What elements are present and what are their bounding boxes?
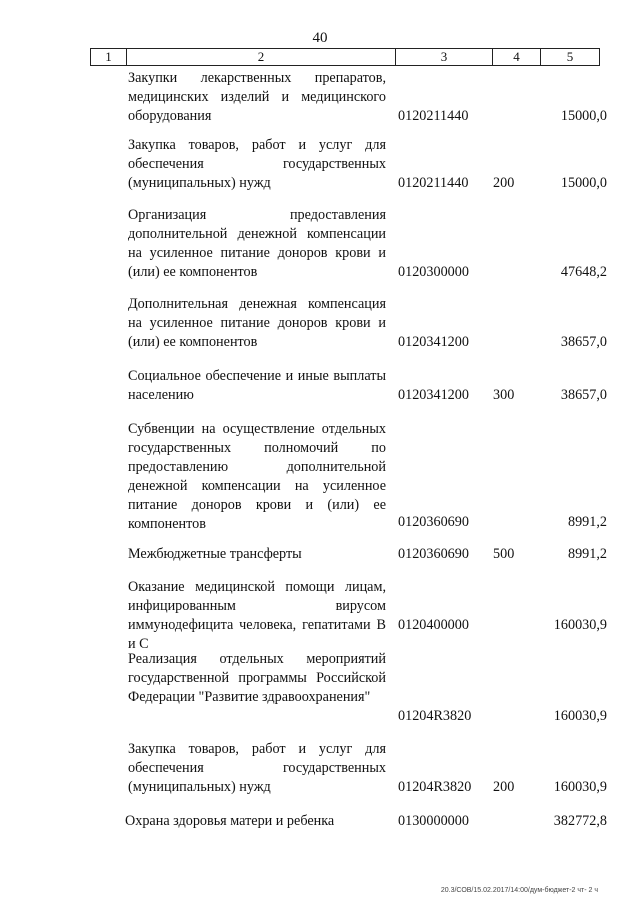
row-description: Закупка товаров, работ и услуг для обеспечения государственных (муниципальных) нужд	[128, 741, 386, 795]
document-footer-note: 20.3/СОВ/15.02.2017/14:00/дум-бюджет-2 чт- 2 ч	[440, 887, 598, 894]
column-header-4: 4	[493, 49, 541, 66]
row-target-code: 01204R3820	[398, 708, 472, 724]
row-description: Социальное обеспечение и иные выплаты населению	[128, 368, 386, 403]
row-amount: 382772,8	[553, 813, 607, 829]
row-target-code: 0120400000	[398, 617, 469, 633]
column-header-5: 5	[541, 49, 600, 66]
row-target-code: 0120360690	[398, 514, 469, 530]
row-expense-type: 200	[493, 779, 515, 795]
column-header-1: 1	[91, 49, 127, 66]
row-expense-type: 500	[493, 546, 515, 562]
row-amount: 38657,0	[560, 334, 607, 350]
row-amount: 8991,2	[567, 546, 607, 562]
row-amount: 15000,0	[560, 108, 607, 124]
row-amount: 47648,2	[560, 264, 607, 280]
row-amount: 15000,0	[560, 175, 607, 191]
row-target-code: 0120341200	[398, 334, 469, 350]
row-amount: 160030,9	[553, 779, 607, 795]
column-header-2: 2	[127, 49, 396, 66]
column-header-table	[90, 48, 600, 66]
row-target-code: 0120211440	[398, 108, 469, 124]
row-description: Дополнительная денежная компенсация на усиленное питание доноров крови и (или) ее компонентов	[128, 296, 386, 350]
row-target-code: 01204R3820	[398, 779, 472, 795]
row-amount: 160030,9	[553, 708, 607, 724]
column-header-3: 3	[396, 49, 493, 66]
row-description: Субвенции на осуществление отдельных государственных полномочий по предоставлению дополнительной денежной компенсации на усиленное питание доноров крови и (или) ее компонентов	[128, 421, 386, 532]
row-description: Организация предоставления дополнительной денежной компенсации на усиленное питание доноров крови и (или) ее компонентов	[128, 207, 386, 280]
row-description: Межбюджетные трансферты	[128, 546, 302, 562]
row-target-code: 0120300000	[398, 264, 469, 280]
row-expense-type: 200	[493, 175, 515, 191]
row-amount: 160030,9	[553, 617, 607, 633]
row-description: Закупки лекарственных препаратов, медицинских изделий и медицинского оборудования	[128, 70, 386, 124]
row-target-code: 0120360690	[398, 546, 469, 562]
row-description: Оказание медицинской помощи лицам, инфицированным вирусом иммунодефицита человека, гепатитами В и С	[128, 579, 386, 652]
row-description: Реализация отдельных мероприятий государственной программы Российской Федерации "Развитие здравоохранения"	[128, 651, 386, 705]
row-expense-type: 300	[493, 387, 515, 403]
row-target-code: 0120341200	[398, 387, 469, 403]
row-target-code: 0130000000	[398, 813, 469, 829]
row-amount: 38657,0	[560, 387, 607, 403]
page-number: 40	[312, 30, 328, 46]
row-target-code: 0120211440	[398, 175, 469, 191]
row-amount: 8991,2	[567, 514, 607, 530]
row-description: Охрана здоровья матери и ребенка	[125, 813, 335, 829]
row-description: Закупка товаров, работ и услуг для обеспечения государственных (муниципальных) нужд	[128, 137, 386, 191]
